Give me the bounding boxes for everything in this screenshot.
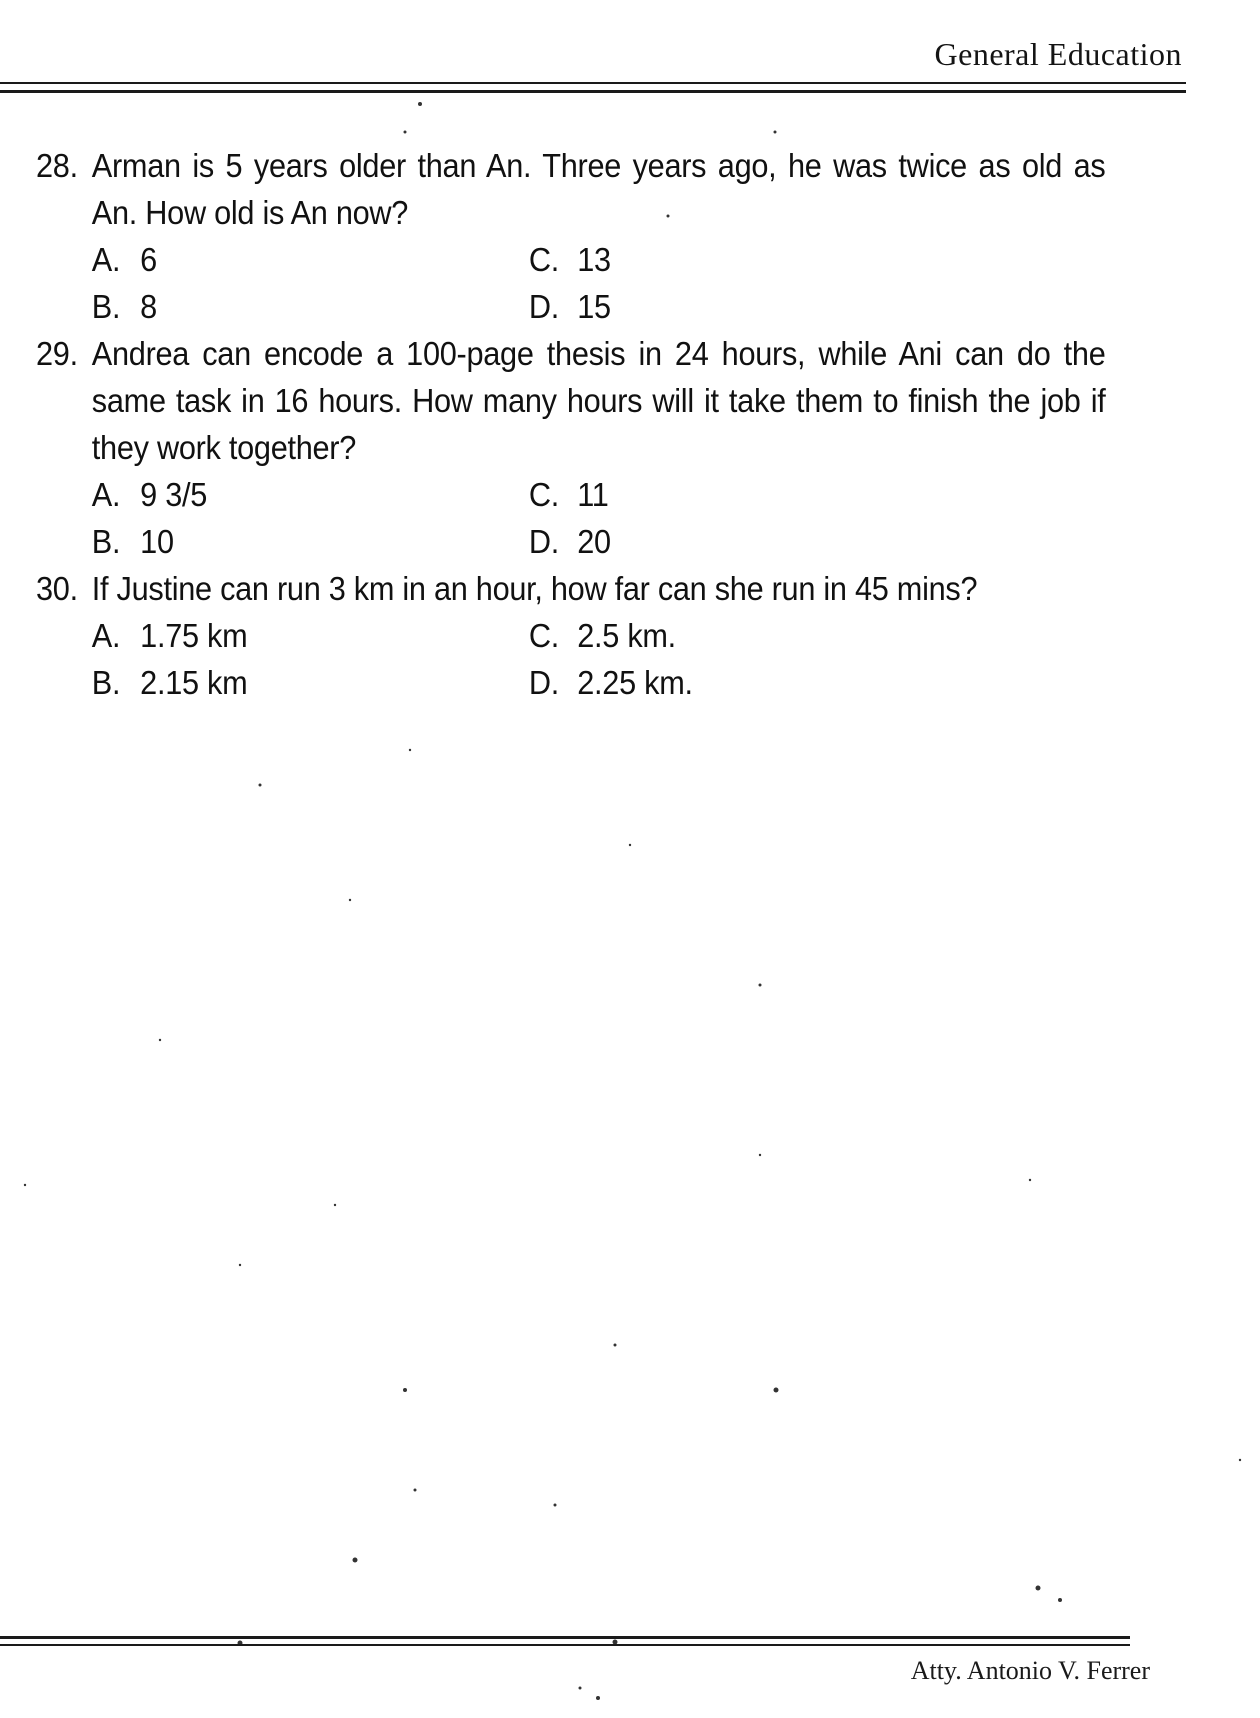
choice-text: 1.75 km (140, 617, 248, 654)
choice-text: 6 (140, 241, 157, 278)
question-text: Arman is 5 years older than An. Three years ago, he was twice as old as An. How old is An now? (91, 147, 1106, 231)
choice-text: 2.15 km (140, 664, 248, 701)
choice-letter: D. (528, 288, 560, 325)
choice-text: 10 (140, 523, 174, 560)
choice-letter: A. (91, 476, 121, 513)
choice-c (529, 471, 994, 518)
choice-text: 20 (577, 523, 611, 560)
choice-letter: C. (528, 476, 560, 513)
choice-letter: A. (91, 241, 121, 278)
question-text: If Justine can run 3 km in an hour, how far can she run in 45 mins? (91, 570, 978, 607)
footer-rule-double (0, 1644, 1130, 1646)
question-28 (36, 142, 1106, 330)
choice-text: 8 (140, 288, 157, 325)
question-number: 30. (36, 570, 78, 607)
choice-letter: C. (528, 617, 560, 654)
choice-letter: B. (91, 523, 121, 560)
choice-text: 2.25 km. (577, 664, 693, 701)
question-29 (36, 330, 1106, 565)
answer-choices (92, 236, 1106, 330)
choice-letter: A. (91, 617, 121, 654)
choice-text: 13 (577, 241, 611, 278)
choice-text: 2.5 km. (577, 617, 676, 654)
choice-text: 11 (577, 476, 609, 513)
choice-b (92, 283, 529, 330)
page-header-title: General Education (934, 36, 1182, 72)
choice-a (92, 612, 529, 659)
choice-letter: B. (91, 664, 121, 701)
header-rule-double (0, 90, 1186, 93)
choice-b (92, 518, 529, 565)
choice-text: 9 3/5 (140, 476, 208, 513)
question-list (36, 142, 1106, 706)
page-footer-author: Atty. Antonio V. Ferrer (910, 1656, 1150, 1685)
footer-rule (0, 1636, 1130, 1639)
choice-c (529, 612, 994, 659)
choice-d (529, 283, 994, 330)
choice-c (529, 236, 994, 283)
choice-a (92, 471, 529, 518)
choice-letter: C. (528, 241, 560, 278)
choice-b (92, 659, 529, 706)
question-stem (36, 565, 1106, 612)
choice-letter: D. (528, 523, 560, 560)
question-stem (36, 142, 1106, 236)
choice-text: 15 (577, 288, 611, 325)
header-rule (0, 82, 1186, 84)
choice-d (529, 518, 994, 565)
choice-d (529, 659, 994, 706)
question-30 (36, 565, 1106, 706)
answer-choices (92, 612, 1106, 706)
choice-letter: B. (91, 288, 121, 325)
question-text: Andrea can encode a 100-page thesis in 24 hours, while Ani can do the same task in 16 hours. How many hours will it take them to finish the job if they work together? (91, 335, 1106, 466)
question-number: 28. (36, 147, 78, 184)
choice-a (92, 236, 529, 283)
question-number: 29. (36, 335, 78, 372)
question-stem (36, 330, 1106, 471)
answer-choices (92, 471, 1106, 565)
choice-letter: D. (528, 664, 560, 701)
